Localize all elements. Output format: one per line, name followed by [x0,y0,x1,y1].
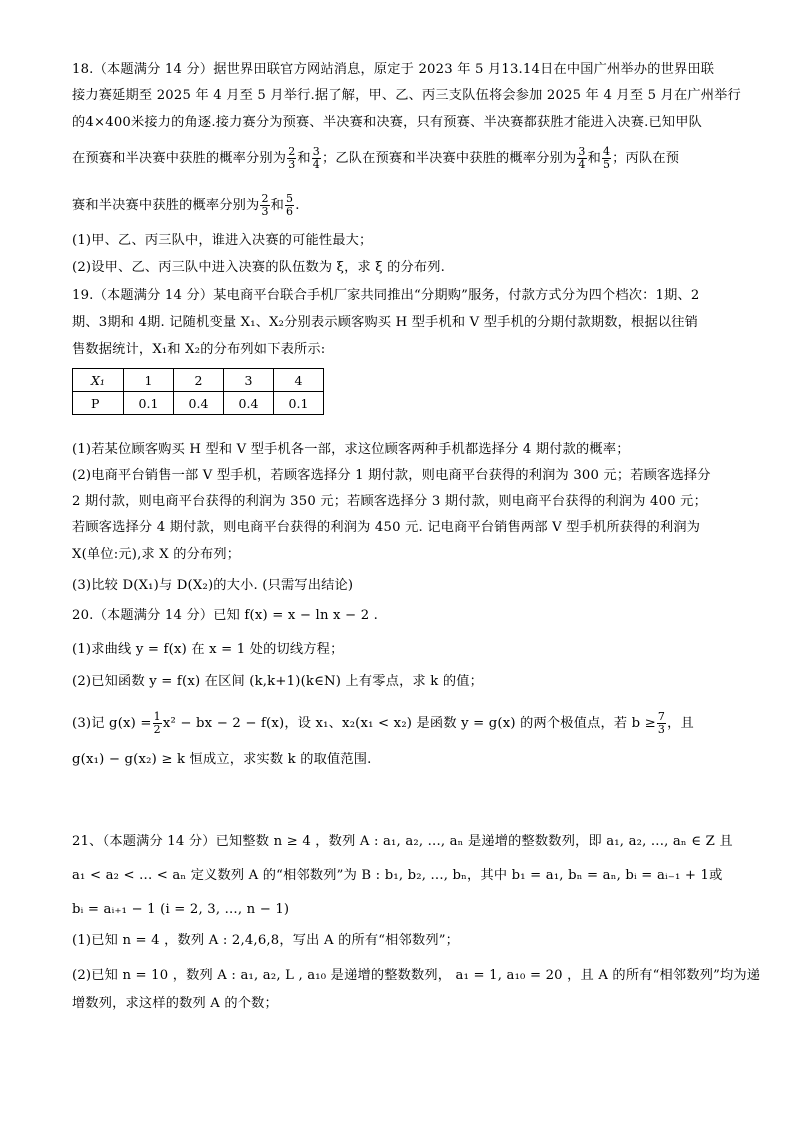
table-cell: 0.4 [174,392,224,415]
q20-line-1: 20.（本题满分 14 分）已知 f(x) = x − ln x − 2 . [72,608,379,623]
table-cell: 3 [224,369,274,392]
q19-line-3: 售数据统计，X₁和 X₂的分布列如下表所示: [72,342,326,357]
q18-line-3: 的4×400米接力的角逐.接力赛分为预赛、半决赛和决赛，只有预赛、半决赛都获胜才能进入决赛.已知甲队 [72,115,703,130]
table-cell: 4 [274,369,324,392]
q18-part-1: (1)甲、乙、丙三队中，谁进入决赛的可能性最大； [72,233,373,248]
q21-part-2b: 增数列，求这样的数列 A 的个数； [72,996,278,1011]
q18-text: 在预赛和半决赛中获胜的概率分别为 [72,151,287,166]
table-row [73,392,324,415]
q18-text: 赛和半决赛中获胜的概率分别为 [72,198,260,213]
q19-line-2: 期、3期和 4期. 记随机变量 X₁、X₂分别表示顾客购买 H 型手机和 V 型手机的分期付款期数，根据以往销 [72,315,698,330]
q18-line-2: 接力赛延期至 2025 年 4 月至 5 月举行.据了解，甲、乙、丙三支队伍将会参加 2025 年 4 月至 5 月在广州举行 [72,88,741,103]
q20-part-3-cont: g(x₁) − g(x₂) ≥ k 恒成立，求实数 k 的取值范围. [72,752,372,767]
q18-text: 和 [587,151,601,166]
q20-part-2: (2)已知函数 y = f(x) 在区间 (k,k+1)(k∈N) 上有零点，求 k 的值； [72,674,483,689]
table-cell: X₁ [73,369,124,392]
q21-line-1: 21、（本题满分 14 分）已知整数 n ≥ 4 ，数列 A : a₁, a₂, ..., aₙ 是递增的整数数列，即 a₁, a₂, ..., aₙ ∈ Z 且 [72,834,733,849]
table-cell: 2 [174,369,224,392]
fraction: $\frac{7}{3}$ [657,710,666,736]
q20-part-3 [72,711,722,736]
q21-part-1: (1)已知 n = 4 ，数列 A : 2,4,6,8，写出 A 的所有“相邻数列”； [72,933,460,948]
q20-text: x² − bx − 2 − f(x)，设 x₁、x₂(x₁ < x₂) 是函数 y = g(x) 的两个极值点，若 b ≥ [162,716,656,731]
q21-line-3: bᵢ = aᵢ₊₁ − 1 (i = 2, 3, ..., n − 1) [72,902,290,917]
q19-part-2c: 若顾客选择分 4 期付款，则电商平台获得的利润为 450 元. 记电商平台销售两部 V 型手机所获得的利润为 [72,520,701,535]
distribution-table [72,368,324,415]
q21-line-2: a₁ < a₂ < ... < aₙ 定义数列 A 的“相邻数列”为 B : b₁, b₂, ..., bₙ，其中 b₁ = a₁, bₙ = aₙ, bᵢ = aᵢ₋₁ + 1或 [72,868,723,883]
q20-part-1: (1)求曲线 y = f(x) 在 x = 1 处的切线方程； [72,642,344,657]
q18-part-2: (2)设甲、乙、丙三队中进入决赛的队伍数为 ξ，求 ξ 的分布列. [72,260,446,275]
q19-part-2b: 2 期付款，则电商平台获得的利润为 350 元；若顾客选择分 3 期付款，则电商平台获得的利润为 400 元； [72,494,707,509]
q19-part-1: (1)若某位顾客购买 H 型和 V 型手机各一部，求这位顾客两种手机都选择分 4 期付款的概率； [72,442,630,457]
q18-text: . [295,198,300,213]
fraction: $\frac{3}{4}$ [312,145,320,171]
fraction: $\frac{2}{3}$ [261,192,269,218]
q20-text: ，且 [667,716,694,731]
q21-part-2a: (2)已知 n = 10 ，数列 A : a₁, a₂, L , a₁₀ 是递增的整数数列， a₁ = 1, a₁₀ = 20 ，且 A 的所有“相邻数列”均为递 [72,968,761,983]
q18-line-4 [72,146,722,171]
fraction: $\frac{2}{3}$ [288,145,296,171]
fraction: $\frac{5}{6}$ [286,192,294,218]
fraction: $\frac{3}{4}$ [578,145,586,171]
q18-text: 和 [270,198,285,213]
q18-text: 和 [297,151,311,166]
q19-line-1: 19.（本题满分 14 分）某电商平台联合手机厂家共同推出“分期购”服务，付款方式分为四个档次：1期、2 [72,288,700,303]
q18-line-5 [72,193,722,218]
fraction: $\frac{4}{5}$ [602,145,611,171]
table-cell: 0.1 [274,392,324,415]
q18-text: ；乙队在预赛和半决赛中获胜的概率分别为 [322,151,577,166]
table-cell: 0.4 [224,392,274,415]
q18-line-1: 18.（本题满分 14 分）据世界田联官方网站消息，原定于 2023 年 5 月13.14日在中国广州举办的世界田联 [72,62,715,77]
table-cell: 0.1 [124,392,174,415]
table-cell: 1 [124,369,174,392]
q19-part-2a: (2)电商平台销售一部 V 型手机，若顾客选择分 1 期付款，则电商平台获得的利润为 300 元；若顾客选择分 [72,468,711,483]
q19-part-3: (3)比较 D(X₁)与 D(X₂)的大小. (只需写出结论) [72,578,354,593]
q19-part-2d: X(单位:元),求 X 的分布列； [72,547,241,562]
fraction: $\frac{1}{2}$ [153,710,161,736]
q20-text: (3)记 g(x) = [72,716,152,731]
table-cell: P [73,392,124,415]
q18-text: ；丙队在预 [612,151,680,166]
table-row [73,369,324,392]
